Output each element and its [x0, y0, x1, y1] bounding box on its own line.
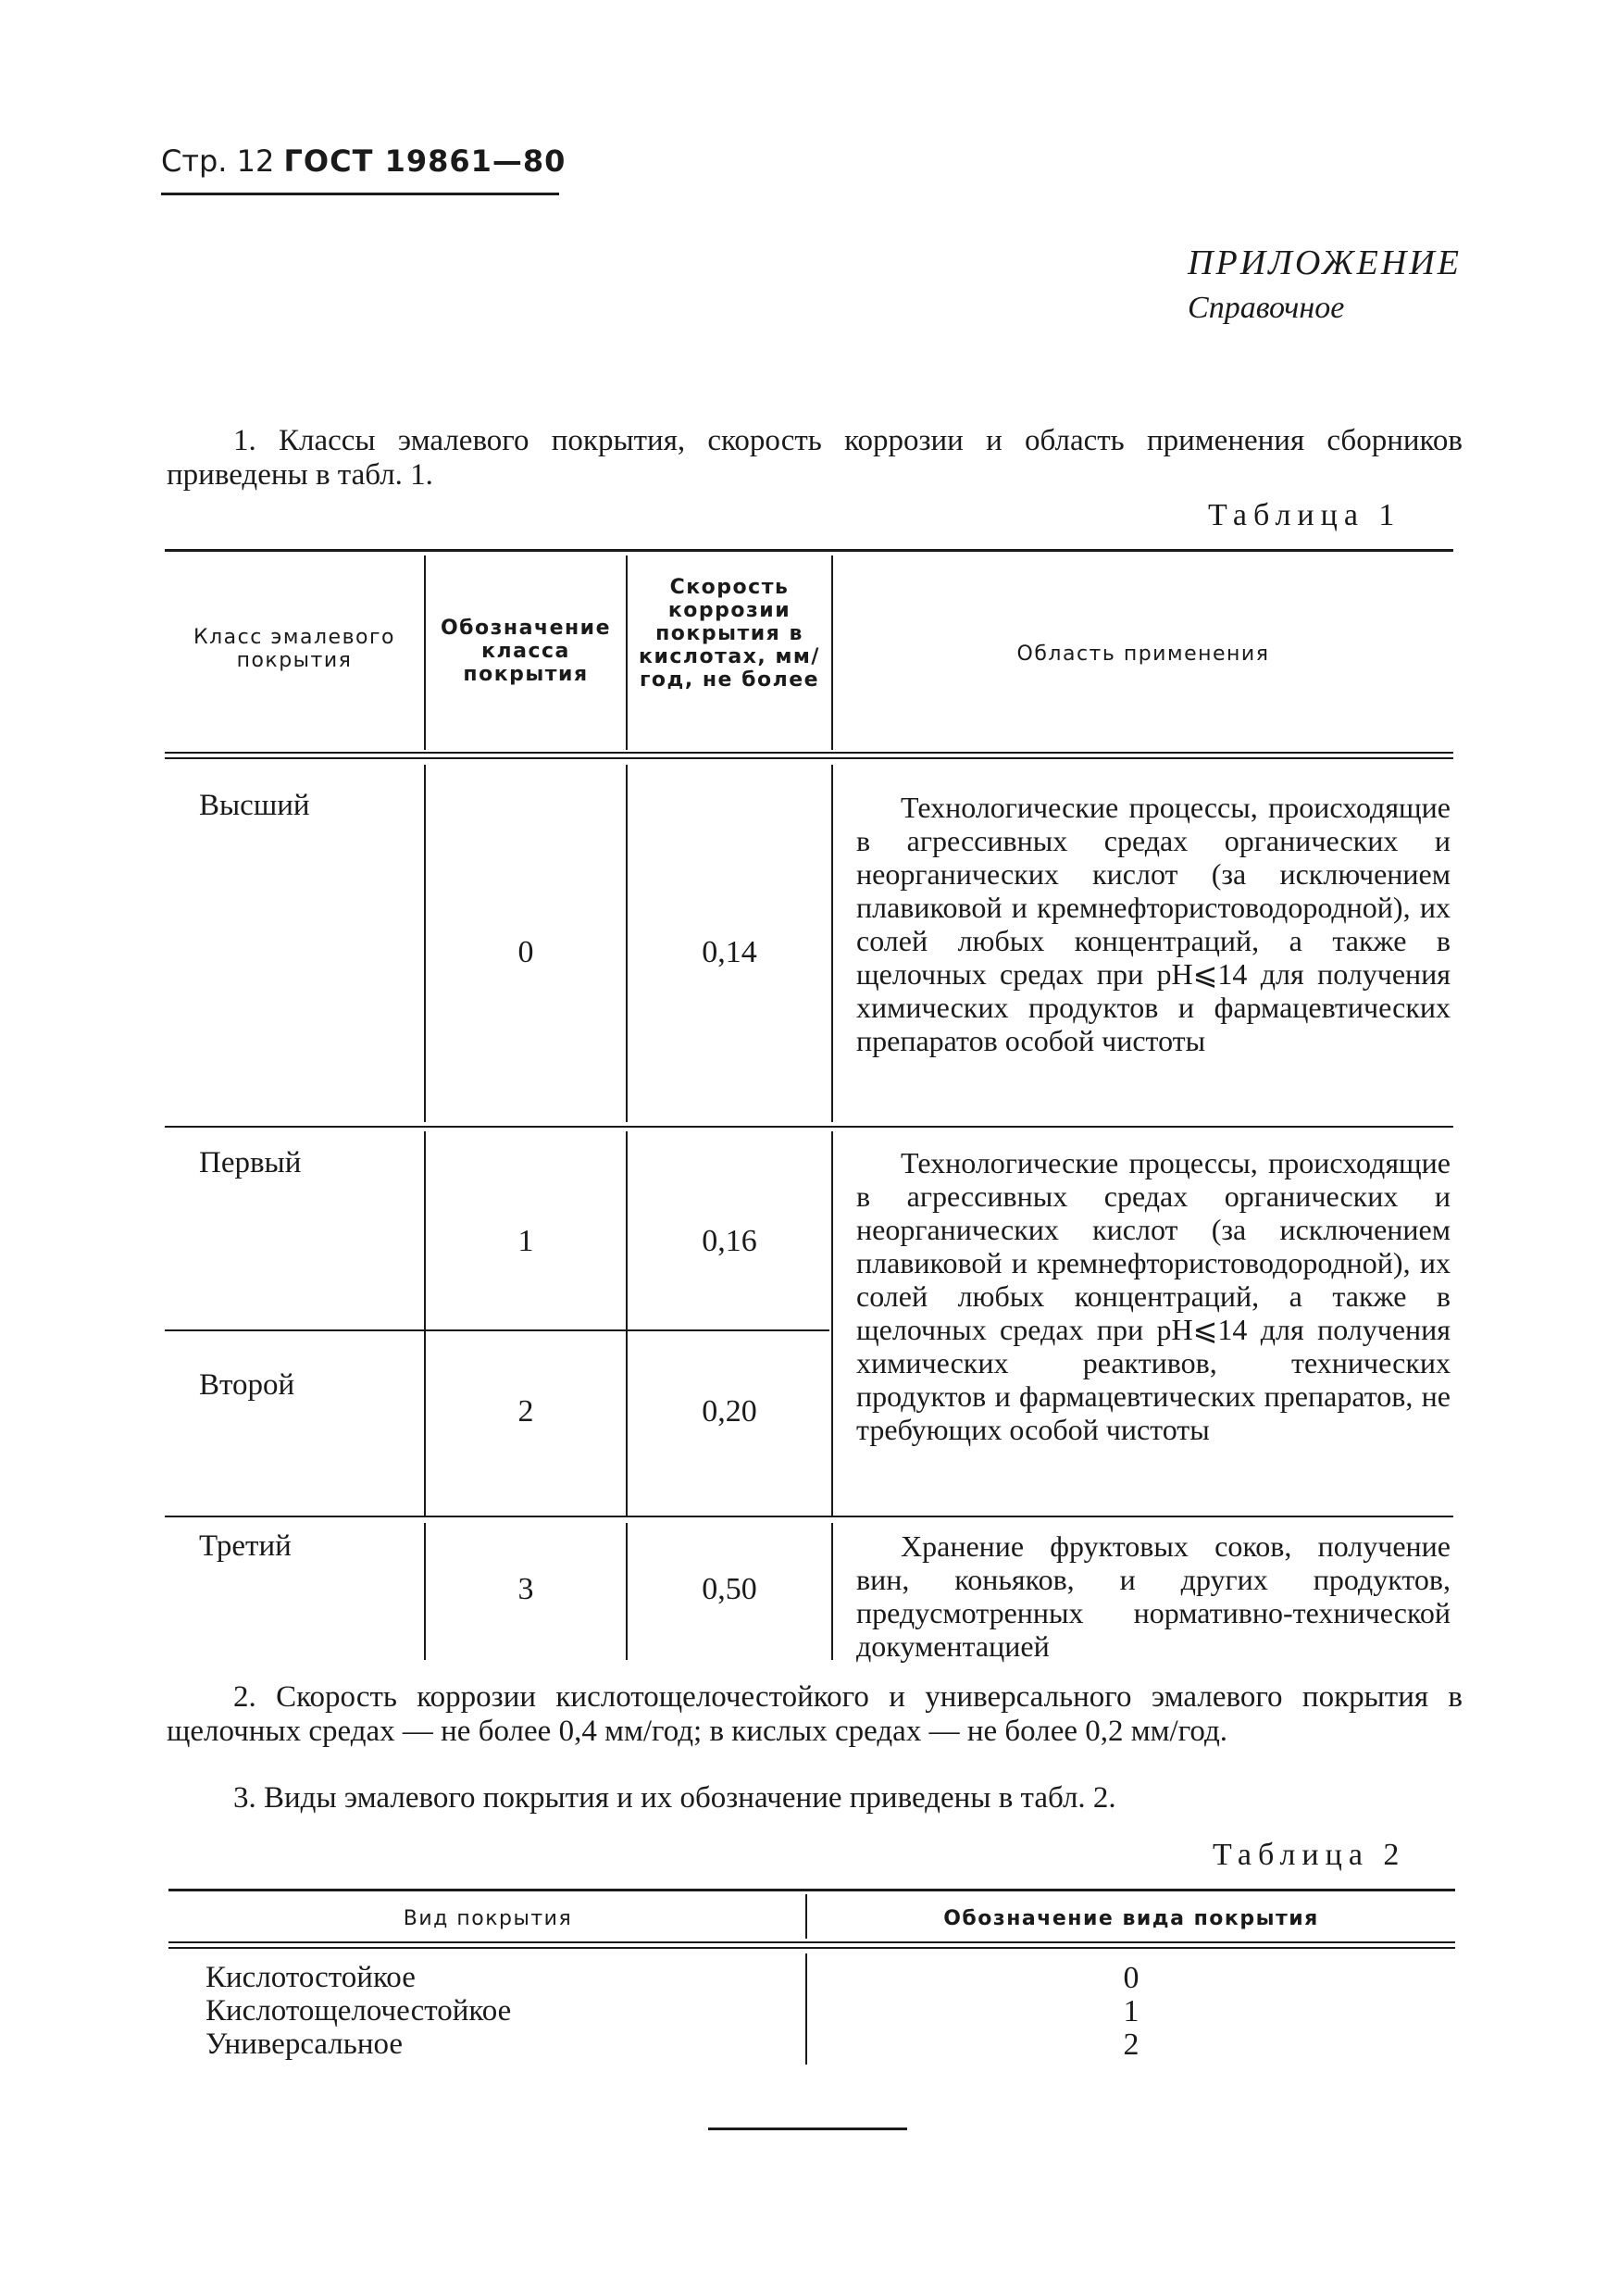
- appendix-title: ПРИЛОЖЕНИЕ: [1188, 243, 1462, 282]
- table1-header-area: Область применения: [1016, 643, 1270, 666]
- table1-header-rate: Скорость коррозии покрытия в кислотах, мм/год, не более: [639, 576, 820, 692]
- paragraph-3: 3. Виды эмалевого покрытия и их обозначение приведены в табл. 2.: [233, 1781, 1116, 1815]
- table1-row2-designation: 1: [517, 1224, 534, 1258]
- table1-col-divider: [831, 555, 833, 750]
- table1-col-divider: [626, 765, 628, 1122]
- table2-caption: Таблица 2: [1213, 1838, 1406, 1872]
- table1-row4-class: Третий: [199, 1529, 292, 1563]
- table2-row3-designation: 2: [1123, 2028, 1140, 2062]
- table1-col-divider: [831, 765, 833, 1122]
- table1-row4-designation: 3: [517, 1572, 534, 1606]
- table1-caption: Таблица 1: [1208, 498, 1401, 532]
- table1-row2-rate: 0,16: [702, 1224, 757, 1258]
- table2-row2-designation: 1: [1123, 1994, 1140, 2028]
- table1-header-class: Класс эмалевого покрытия: [193, 626, 396, 672]
- table1-row3-rate: 0,20: [702, 1394, 757, 1429]
- table2-col-divider: [805, 1894, 807, 1939]
- table1-row1-designation: 0: [517, 935, 534, 969]
- table1-row1-class: Высший: [199, 789, 310, 822]
- table1-row3-class: Второй: [199, 1368, 295, 1402]
- table1-col-divider: [424, 555, 426, 750]
- table1-header-designation: Обозначение класса покрытия: [440, 617, 612, 686]
- table1-row-rule: [165, 1516, 1453, 1517]
- table1-row4-rate: 0,50: [702, 1572, 757, 1606]
- table1-col-divider: [424, 765, 426, 1122]
- table2-top-rule: [168, 1889, 1455, 1891]
- table2-row1-designation: 0: [1123, 1961, 1140, 1995]
- closing-separator: [708, 2128, 907, 2130]
- table2-col-divider: [805, 1953, 807, 2065]
- table1-top-rule: [165, 549, 1453, 552]
- table1-col-divider: [626, 1523, 628, 1660]
- table1-col-divider: [831, 1131, 833, 1516]
- table2-header-type: Вид покрытия: [403, 1907, 573, 1930]
- standard-number: ГОСТ 19861—80: [283, 144, 567, 179]
- table1-col-divider: [424, 1523, 426, 1660]
- table1-row-rule: [165, 1329, 829, 1331]
- table1-row2-class: Первый: [199, 1146, 302, 1179]
- paragraph-2: 2. Скорость коррозии кислотощелочестойкого и универсального эмалевого покрытия в щелочных средах — не более 0,4 мм/год; в кислых средах — не более 0,2 мм/год.: [167, 1680, 1463, 1748]
- header-rule: [161, 193, 559, 195]
- table2-row2-type: Кислотощелочестойкое: [205, 1994, 512, 2028]
- table1-row4-area: Хранение фруктовых соков, получение вин, коньяков, и других продуктов, предусмотренных нормативно-технической документацией: [856, 1529, 1451, 1663]
- appendix-subtitle: Справочное: [1188, 291, 1345, 325]
- page-number: Стр. 12: [161, 144, 275, 179]
- table1-col-divider: [626, 555, 628, 750]
- table1-header-rule-2: [165, 757, 1453, 759]
- table1-row1-area: Технологические процессы, происходящие в агрессивных средах органических и неорганических кислот (за исключением плавиковой и кремнефтористоводородной), их солей любых концентраций, а также в щелочных средах при pH⩽14 для получения химических продуктов и фармацевтических препаратов особой чистоты: [856, 791, 1451, 1057]
- table1-col-divider: [424, 1131, 426, 1516]
- table1-col-divider: [831, 1523, 833, 1660]
- page-header: [161, 144, 566, 179]
- table1-row1-rate: 0,14: [702, 935, 757, 969]
- table1-header-rule: [165, 752, 1453, 754]
- table2-header-rule-2: [168, 1947, 1455, 1949]
- table2-header-rule: [168, 1941, 1455, 1943]
- table1-row3-designation: 2: [517, 1394, 534, 1429]
- table1-row2-3-area: Технологические процессы, происходящие в агрессивных средах органических и неорганических кислот (за исключением плавиковой и кремнефтористоводородной), их солей любых концентраций, а также в щелочных средах при pH⩽14 для получения химических реактивов, технических продуктов и фармацевтических препаратов, не требующих особой чистоты: [856, 1146, 1451, 1446]
- appendix-heading: [1188, 243, 1462, 326]
- table2-header-designation: Обозначение вида покрытия: [943, 1907, 1319, 1930]
- table2-row3-type: Универсальное: [205, 2028, 404, 2061]
- table1-row-rule: [165, 1126, 1453, 1128]
- paragraph-1: 1. Классы эмалевого покрытия, скорость коррозии и область применения сборников приведены в табл. 1.: [167, 424, 1463, 492]
- table2-row1-type: Кислотостойкое: [205, 1961, 416, 1994]
- table1-col-divider: [626, 1131, 628, 1516]
